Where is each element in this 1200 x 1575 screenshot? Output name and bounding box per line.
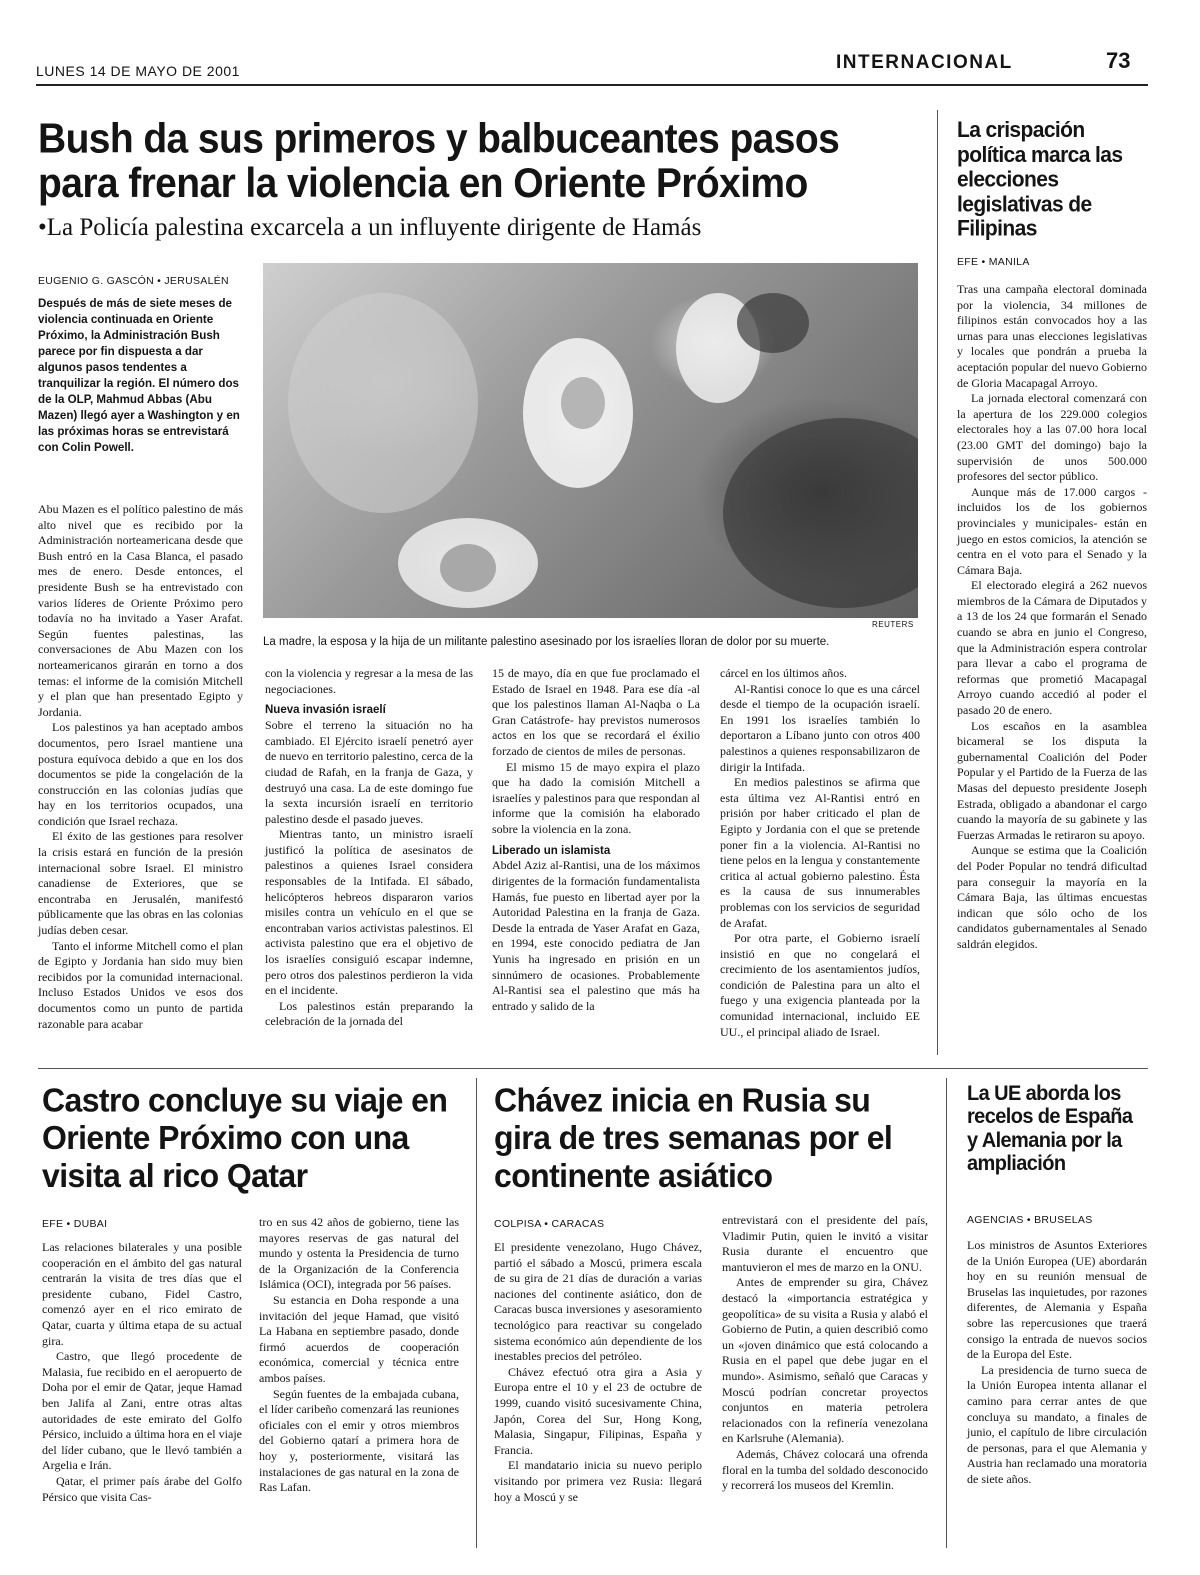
chavez-headline: Chávez inicia en Rusia su gira de tres semanas por el continente asiático: [494, 1080, 893, 1194]
paragraph: El presidente venezolano, Hugo Chávez, partió el sábado a Moscú, primera escala de su gira de 21 días de duración a varias naciones del continente asiático, don de Caracas busca inversiones y asesoramiento tecnológico para reactivar su congelado sistema económico aún dependiente de los inestables precios del petróleo.: [494, 1240, 702, 1364]
chavez-column-1: [494, 1240, 702, 1505]
page-number: 73: [1106, 48, 1131, 73]
paragraph: La presidencia de turno sueca de la Unión Europea intenta allanar el camino para cerrar antes de que concluya su mandato, a finales de junio, el capítulo de libre circulación de personas, para el que Alemania y Austria han reclamado una moratoria de siete años.: [967, 1362, 1147, 1486]
chavez-column-2: [722, 1213, 928, 1494]
paragraph: Las relaciones bilaterales y una posible cooperación en el ámbito del gas natural centrarán la visita de tres días que el presidente cubano, Fidel Castro, comenzó ayer en el rico emirato de Qatar, cuarta y última etapa de su actual gira.: [42, 1240, 242, 1348]
main-byline: EUGENIO G. GASCÓN • JERUSALÉN: [38, 275, 229, 287]
main-column-1: [38, 502, 243, 1032]
paragraph: tro en sus 42 años de gobierno, tiene las mayores reservas de gas natural del mundo y ostenta la Presidencia de turno de la Organización de la Conferencia Islámica (OCI), integrada por 56 países.: [259, 1215, 459, 1292]
filipinas-body: [957, 282, 1147, 953]
photo-caption: La madre, la esposa y la hija de un militante palestino asesinado por los israelíes lloran de dolor por su muerte.: [263, 636, 830, 648]
paragraph: entrevistará con el presidente del país, Vladimir Putin, quien le invitó a visitar Rusia durante el encuentro que mantuvieron el mes de marzo en la ONU.: [722, 1213, 928, 1274]
paragraph: Antes de emprender su gira, Chávez destacó la «importancia estratégica y geopolítica» de su visita a Rusia y alabó el Gobierno de Putin, a quien describió como un «joven dinámico que está colocando a Rusia en el papel que debe jugar en el mundo». Asimismo, señaló que Caracas y Moscú podrían concretar proyectos conjuntos en materia petrolera relacionados con la refinería venezolana en Karlsruhe (Alemania).: [722, 1275, 928, 1446]
paragraph: Su estancia en Doha responde a una invitación del jeque Hamad, que visitó La Habana en septiembre pasado, donde firmó acuerdos de cooperación económica, comercial y técnica entre ambos países.: [259, 1292, 459, 1385]
castro-column-1: [42, 1240, 242, 1505]
paragraph: El electorado elegirá a 262 nuevos miembros de la Cámara de Diputados y a 13 de los 24 que formarán el Senado cuando se abra en junio el Congreso, que la Administración espera controlar para llevar a cabo el programa de reformas que prometió Macapagal Arroyo cuando accedió al poder el pasado 20 de enero.: [957, 578, 1147, 718]
paragraph: Abdel Aziz al-Rantisi, una de los máximos dirigentes de la formación fundamentalista Hamás, fue puesto en libertad ayer por la Autoridad Palestina en la franja de Gaza. Desde la entrada de Yaser Arafat en Gaza, en 1994, este conocido pediatra de Jan Yunis ha ingresado en prisión en un sinnúmero de ocasiones. Probablemente Al-Rantisi sea el palestino que más ha entrado y salido de la: [492, 858, 700, 1013]
castro-byline: EFE • DUBAI: [42, 1218, 108, 1230]
sidebar-divider: [937, 110, 938, 1055]
column-divider: [476, 1078, 477, 1548]
main-column-2: [265, 666, 473, 1030]
ue-headline: La UE aborda los recelos de España y Alemania por la ampliación: [967, 1082, 1133, 1176]
main-lead: Después de más de siete meses de violencia continuada en Oriente Próximo, la Administración Bush parece por fin dispuesta a dar algunos pasos tendentes a tranquilizar la región. El número dos de la OLP, Mahmud Abbas (Abu Mazen) llegó ayer a Washington y en las próximas horas se entrevistará con Colin Powell.: [38, 297, 240, 454]
paragraph: Qatar, el primer país árabe del Golfo Pérsico que visita Cas-: [42, 1473, 242, 1504]
main-column-4: [720, 666, 920, 1040]
paragraph: Los escaños en la asamblea bicameral se los disputa la gubernamental Coalición del Poder Popular y el Partido de la Fuerza de las Masas del depuesto presidente Joseph Estrada, obligado a abandonar el cargo cuando la mayoría de su gabinete y las Fuerzas Armadas le retiraron su apoyo.: [957, 718, 1147, 842]
paragraph: Abu Mazen es el político palestino de más alto nivel que es recibido por la Administración norteamericana desde que Bush entró en la Casa Blanca, el pasado mes de enero. Desde entonces, el presidente Bush se ha entrevistado con varios líderes de Oriente Próximo pero todavía no ha invitado a Yaser Arafat. Según fuentes palestinas, las conversaciones de Abu Mazen con los norteamericanos girarán en torno a dos temas: el informe de la comisión Mitchell y el plan que han presentado Egipto y Jordania.: [38, 502, 243, 719]
paragraph: Tras una campaña electoral dominada por la violencia, 34 millones de filipinos están convocados hoy a las urnas para unas elecciones legislativas y locales que pondrán a prueba la aceptación popular del nuevo Gobierno de Gloria Macapagal Arroyo.: [957, 282, 1147, 390]
main-headline-line-1: Bush da sus primeros y balbuceantes pasos: [38, 115, 840, 163]
paragraph: En medios palestinos se afirma que esta última vez Al-Rantisi entró en prisión por haber criticado el plan de Egipto y Jordania con el que se pretende poner fin a la violencia. Al-Rantisi no tiene pelos en la lengua y constantemente critica al actual gobierno palestino. Ésta es la causa de sus innumerables problemas con los servicios de seguridad de Arafat.: [720, 775, 920, 930]
paragraph: Mientras tanto, un ministro israelí justificó la política de asesinatos de palestinos a quienes Israel considera responsables de la Intifada. El sábado, helicópteros hebreos dispararon varios misiles contra un vehículo en el que se encontraban varios activistas palestinos. El activista palestino que era el objetivo de los israelíes consiguió escapar indemne, pero otros dos palestinos perdieron la vida en el incidente.: [265, 827, 473, 998]
news-photo: [263, 263, 918, 618]
photo-credit: REUTERS: [872, 620, 914, 629]
paragraph: con la violencia y regresar a la mesa de las negociaciones.: [265, 666, 473, 696]
ue-byline: AGENCIAS • BRUSELAS: [967, 1214, 1093, 1226]
subsection-title: Liberado un islamista: [492, 844, 611, 857]
issue-date: LUNES 14 DE MAYO DE 2001: [36, 63, 240, 79]
section-title: INTERNACIONAL: [836, 52, 1013, 73]
castro-column-2: [259, 1215, 459, 1496]
paragraph: cárcel en los últimos años.: [720, 666, 847, 680]
paragraph: Castro, que llegó procedente de Malasia, fue recibido en el aeropuerto de Doha por el emir de Qatar, jeque Hamad ben Jalifa al Zani, entre otras altas autoridades de este emirato del Golfo Pérsico, incluido a última hora en el viaje del líder cubano, que le llevó también a Argelia e Irán.: [42, 1349, 242, 1473]
paragraph: La jornada electoral comenzará con la apertura de los 229.000 colegios electorales hoy a las 07.00 hora local (23.00 GMT del domingo) bajo la supervisión de unos 500.000 profesores del sector público.: [957, 391, 1147, 484]
ue-body: [967, 1238, 1147, 1488]
paragraph: El mandatario inicia su nuevo periplo visitando por primera vez Rusia: llegará hoy a Moscú y se: [494, 1458, 702, 1504]
main-subhead: •La Policía palestina excarcela a un influyente dirigente de Hamás: [38, 214, 702, 241]
paragraph: 15 de mayo, día en que fue proclamado el Estado de Israel en 1948. Para ese día -al que los palestinos llaman Al-Naqba o La Gran Catástrofe- hay previstos numerosos actos en los que se recordará el éxilio forzado de cientos de miles de personas.: [492, 666, 700, 758]
paragraph: El éxito de las gestiones para resolver la crisis estará en función de la presión internacional sobre Israel. El ministro canadiense de Exteriores, que se encontraba en Jerusalén, manifestó públicamente que las obras en las colonias judías deben cesar.: [38, 829, 243, 938]
paragraph: Al-Rantisi conoce lo que es una cárcel desde el tiempo de la ocupación israelí. En 1991 los israelíes también lo deportaron a Líbano junto con otros 400 palestinos a quienes responsabilizaron de dirigir la Intifada.: [720, 681, 920, 774]
paragraph: Aunque más de 17.000 cargos -incluidos los de los gobiernos provinciales y municipales- están en juego en estos comicios, la atención se centra en el voto para el Senado y la Cámara Baja.: [957, 484, 1147, 577]
column-divider: [946, 1078, 947, 1548]
paragraph: Chávez efectuó otra gira a Asia y Europa entre el 10 y el 23 de octubre de 1999, cuando visitó sucesivamente China, Japón, Corea del Sur, Hong Kong, Malasia, Singapur, Filipinas, España y Francia.: [494, 1364, 702, 1457]
section-divider: [38, 1068, 1148, 1069]
paragraph: Según fuentes de la embajada cubana, el líder caribeño comenzará las reuniones oficiales con el emir y otros miembros del Gobierno qatarí a primera hora de hoy y, posteriormente, visitará las instalaciones de gas natural en la zona de Ras Lafan.: [259, 1386, 459, 1495]
paragraph: Aunque se estima que la Coalición del Poder Popular no tendrá dificultad para conseguir la mayoría en la Cámara Baja, las últimas encuestas indican que sólo ocho de los candidatos gubernamentales al Senado saldrán elegidos.: [957, 843, 1147, 951]
chavez-byline: COLPISA • CARACAS: [494, 1218, 605, 1230]
main-headline: [38, 115, 938, 207]
main-headline-line-2: para frenar la violencia en Oriente Próximo: [38, 160, 808, 207]
paragraph: Los palestinos están preparando la celebración de la jornada del: [265, 998, 473, 1029]
photo-figures: [263, 263, 918, 618]
header-rule: [36, 84, 1148, 86]
paragraph: Además, Chávez colocará una ofrenda floral en la tumba del soldado desconocido y recorrerá los museos del Kremlin.: [722, 1446, 928, 1493]
paragraph: Los ministros de Asuntos Exteriores de la Unión Europea (UE) abordarán hoy en su reunión mensual de Bruselas las inquietudes, por razones diferentes, de Alemania y España sobre las repercusiones que traerá consigo la entrada de nuevos socios de la Europa del Este.: [967, 1238, 1147, 1362]
paragraph: Sobre el terreno la situación no ha cambiado. El Ejército israelí penetró ayer de nuevo en territorio palestino, cerca de la ciudad de Rafah, en la franja de Gaza, y destruyó una casa. La de este domingo fue la sexta incursión israelí en territorio palestino desde el pasado jueves.: [265, 718, 473, 826]
filipinas-byline: EFE • MANILA: [957, 256, 1030, 268]
paragraph: Los palestinos ya han aceptado ambos documentos, pero Israel mantiene una postura equívoca debido a que en los dos documentos se pide la congelación de la construcción en las colonias judías que hay en los territorios ocupados, una condición que Israel rechaza.: [38, 720, 243, 828]
filipinas-headline: La crispación política marca las elecciones legislativas de Filipinas: [957, 118, 1123, 241]
paragraph: El mismo 15 de mayo expira el plazo que ha dado la comisión Mitchell a israelíes y palestinos para que respondan al informe que la comisión ha elaborado sobre la violencia en la zona.: [492, 759, 700, 836]
castro-headline: Castro concluye su viaje en Oriente Próximo con una visita al rico Qatar: [42, 1080, 448, 1194]
paragraph: Por otra parte, el Gobierno israelí insistió en que no congelará el crecimiento de los asentamientos judíos, condición de Palestina para un alto el fuego y una exigencia planteada por la comunidad internacional, incluido EE UU., el principal aliado de Israel.: [720, 931, 920, 1039]
paragraph: Tanto el informe Mitchell como el plan de Egipto y Jordania han sido muy bien recibidos por la comunidad internacional. Incluso Estados Unidos ve esos dos documentos como un punto de partida razonable para acabar: [38, 938, 243, 1031]
main-column-3: [492, 666, 700, 1014]
subsection-title: Nueva invasión israelí: [265, 704, 386, 717]
